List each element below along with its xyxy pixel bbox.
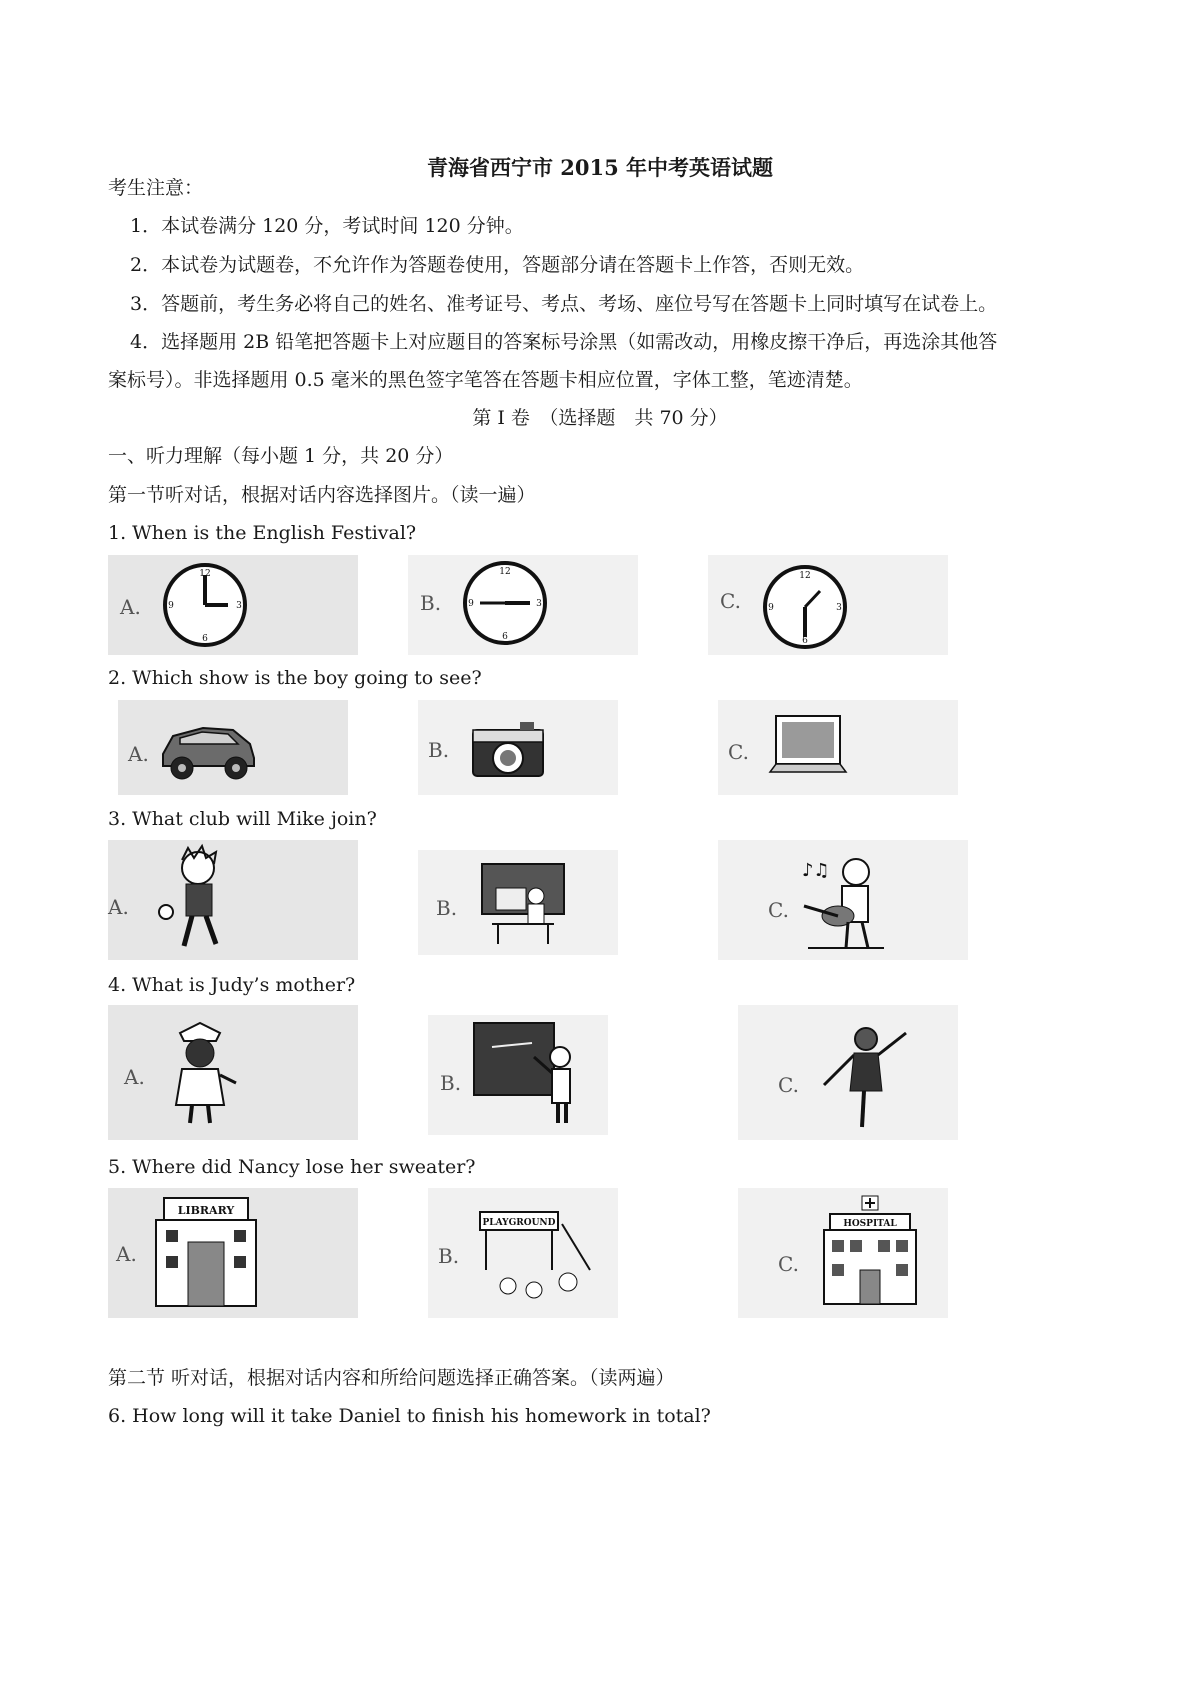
notice-heading: 考生注意： [108,177,204,199]
question-2: 2. Which show is the boy going to see? [108,667,482,689]
option-b-label: B. [438,1244,460,1268]
option-b-picture [428,1015,608,1135]
option-c-label: C. [768,898,789,922]
question-5-options [108,1188,1068,1318]
notice-item: 1．本试卷满分 120 分，考试时间 120 分钟。 [130,215,524,237]
svg-text:12: 12 [799,571,811,581]
notice-item: 案标号）。非选择题用 0.5 毫米的黑色签字笔答在答题卡相应位置，字体工整，笔迹清楚。 [108,369,863,391]
option-a-picture [108,840,358,960]
section1-heading: 第一节听对话，根据对话内容选择图片。（读一遍） [108,484,536,506]
dancer-icon [820,1025,910,1135]
question-3: 3. What club will Mike join? [108,808,377,830]
page-title: 青海省西宁市 2015 年中考英语试题 [426,155,774,180]
notice-item: 3．答题前，考生务必将自己的姓名、准考证号、考点、考场、座位号写在答题卡上同时填写在试卷上。 [130,293,998,315]
svg-text:♪♫: ♪♫ [802,860,830,881]
svg-text:3: 3 [536,599,542,609]
clock-half-past-icon [760,561,850,651]
svg-text:9: 9 [468,599,474,609]
playground-icon [478,1210,598,1310]
question-1: 1. When is the English Festival? [108,522,417,544]
library-sign: LIBRARY [177,1204,235,1217]
svg-text:9: 9 [168,601,174,611]
notice-item: 2．本试卷为试题卷，不允许作为答题卷使用，答题部分请在答题卡上作答，否则无效。 [130,254,865,276]
notice-item: 4．选择题用 2B 铅笔把答题卡上对应题目的答案标号涂黑（如需改动，用橡皮擦干净后，再选涂其他答 [130,331,998,353]
question-4-options [108,1005,1068,1140]
option-b-label: B. [420,591,442,615]
option-a-picture [118,700,348,795]
option-b-label: B. [440,1071,462,1095]
svg-text:6: 6 [802,636,808,646]
svg-text:6: 6 [502,632,508,642]
hospital-sign: HOSPITAL [843,1219,897,1229]
option-a-picture [108,1005,358,1140]
hospital-building-icon [820,1194,920,1309]
svg-text:6: 6 [202,634,208,644]
car-icon [158,714,258,784]
option-b-label: B. [428,738,450,762]
camera-icon [468,718,548,783]
option-c-label: C. [778,1073,799,1097]
option-b-picture [428,1188,618,1318]
option-a-label: A. [108,895,129,919]
library-building-icon [152,1196,262,1311]
option-b-picture [408,555,638,655]
option-a-label: A. [116,1242,137,1266]
question-4: 4. What is Judy’s mother? [108,974,356,996]
question-5: 5. Where did Nancy lose her sweater? [108,1156,476,1178]
teacher-icon [472,1017,582,1127]
option-a-picture [108,555,358,655]
option-c-picture [738,1188,948,1318]
computer-icon [768,710,848,785]
question-2-options [108,700,1068,795]
question-1-options [108,555,1068,655]
option-c-picture [738,1005,958,1140]
option-a-label: A. [120,595,141,619]
svg-text:12: 12 [199,569,211,579]
clock-quarter-past-icon [460,557,550,647]
option-c-picture [718,840,968,960]
soccer-player-icon [158,846,238,956]
clock-3-oclock-icon [160,559,250,649]
svg-text:9: 9 [768,603,774,613]
question-3-options [108,840,1068,960]
question-6: 6. How long will it take Daniel to finish his homework in total? [108,1405,711,1427]
section2-heading: 第二节 听对话，根据对话内容和所给问题选择正确答案。（读两遍） [108,1367,675,1389]
option-b-label: B. [436,896,458,920]
svg-text:3: 3 [236,601,242,611]
option-a-label: A. [128,742,149,766]
option-c-picture [708,555,948,655]
option-a-label: A. [124,1065,145,1089]
painting-class-icon [478,858,568,948]
option-c-picture [718,700,958,795]
option-c-label: C. [778,1252,799,1276]
svg-text:12: 12 [499,567,511,577]
option-b-picture [418,700,618,795]
option-a-picture [108,1188,358,1318]
svg-text:3: 3 [836,603,842,613]
option-c-label: C. [728,740,749,764]
volume-heading: 第 I 卷 （选择题 共 70 分） [472,407,728,429]
guitar-player-icon [798,850,888,960]
option-b-picture [418,850,618,955]
playground-sign: PLAYGROUND [482,1218,556,1228]
option-c-label: C. [720,589,741,613]
part1-heading: 一、听力理解（每小题 1 分，共 20 分） [108,445,454,467]
nurse-icon [160,1019,240,1129]
